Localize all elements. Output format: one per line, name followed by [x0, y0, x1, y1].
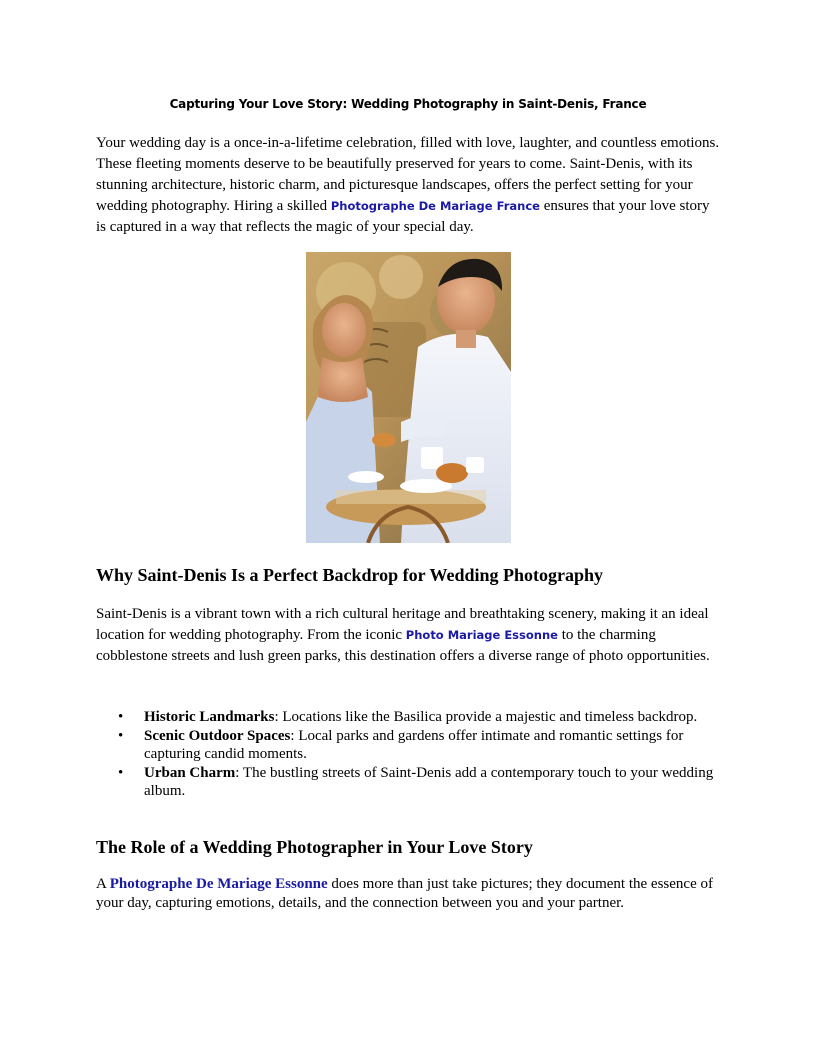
list-item: [96, 727, 720, 763]
section2-text-before: A: [96, 876, 110, 892]
section-heading-why-saint-denis: Why Saint-Denis Is a Perfect Backdrop for Wedding Photography: [96, 565, 604, 585]
photographe-mariage-france-link[interactable]: Photographe De Mariage France: [330, 199, 540, 213]
photo-mariage-essonne-link[interactable]: Photo Mariage Essonne: [405, 628, 558, 642]
list-item-term: Urban Charm: [144, 765, 236, 781]
bullet-icon: •: [118, 709, 124, 725]
features-bullet-list: [96, 708, 720, 801]
list-item-term: Historic Landmarks: [144, 709, 275, 725]
intro-paragraph: [96, 133, 720, 238]
list-item-text: : The bustling streets of Saint-Denis add a contemporary touch to your wedding album.: [144, 765, 714, 799]
intro-text-before: Your wedding day is a once-in-a-lifetime celebration, filled with love, laughter, and countless emotions. These fleeting moments deserve to be beautifully preserved for years to come. Saint-Denis, with its stunning architecture, historic charm, and picturesque landscapes, offers the perfect setting for your wedding photography. Hiring a skilled: [96, 135, 720, 214]
section1-text-after: to the charming cobblestone streets and lush green parks, this destination offers a diverse range of photo opportunities.: [96, 627, 710, 664]
document-title: Capturing Your Love Story: Wedding Photography in Saint-Denis, France: [169, 97, 647, 111]
photographe-mariage-essonne-link[interactable]: Photographe De Mariage Essonne: [109, 876, 328, 892]
section1-text-before: Saint-Denis is a vibrant town with a rich cultural heritage and breathtaking scenery, making it an ideal location for wedding photography. From the iconic: [96, 606, 709, 643]
intro-text-after: ensures that your love story is captured in a way that reflects the magic of your special day.: [96, 198, 710, 235]
list-item-text: : Local parks and gardens offer intimate and romantic settings for capturing candid moments.: [144, 728, 684, 762]
section2-paragraph: [96, 875, 720, 913]
wedding-couple-photo: [306, 252, 511, 543]
section1-paragraph: [96, 604, 720, 667]
section2-text-after: does more than just take pictures; they document the essence of your day, capturing emotions, details, and the connection between you and your partner.: [96, 876, 713, 911]
section-heading-role-of-photographer: The Role of a Wedding Photographer in Your Love Story: [96, 837, 533, 857]
list-item-text: : Locations like the Basilica provide a majestic and timeless backdrop.: [274, 709, 698, 725]
bullet-icon: •: [118, 765, 124, 781]
list-item-term: Scenic Outdoor Spaces: [144, 728, 291, 744]
list-item: [96, 708, 720, 726]
list-item: [96, 764, 720, 800]
bullet-icon: •: [118, 728, 124, 744]
